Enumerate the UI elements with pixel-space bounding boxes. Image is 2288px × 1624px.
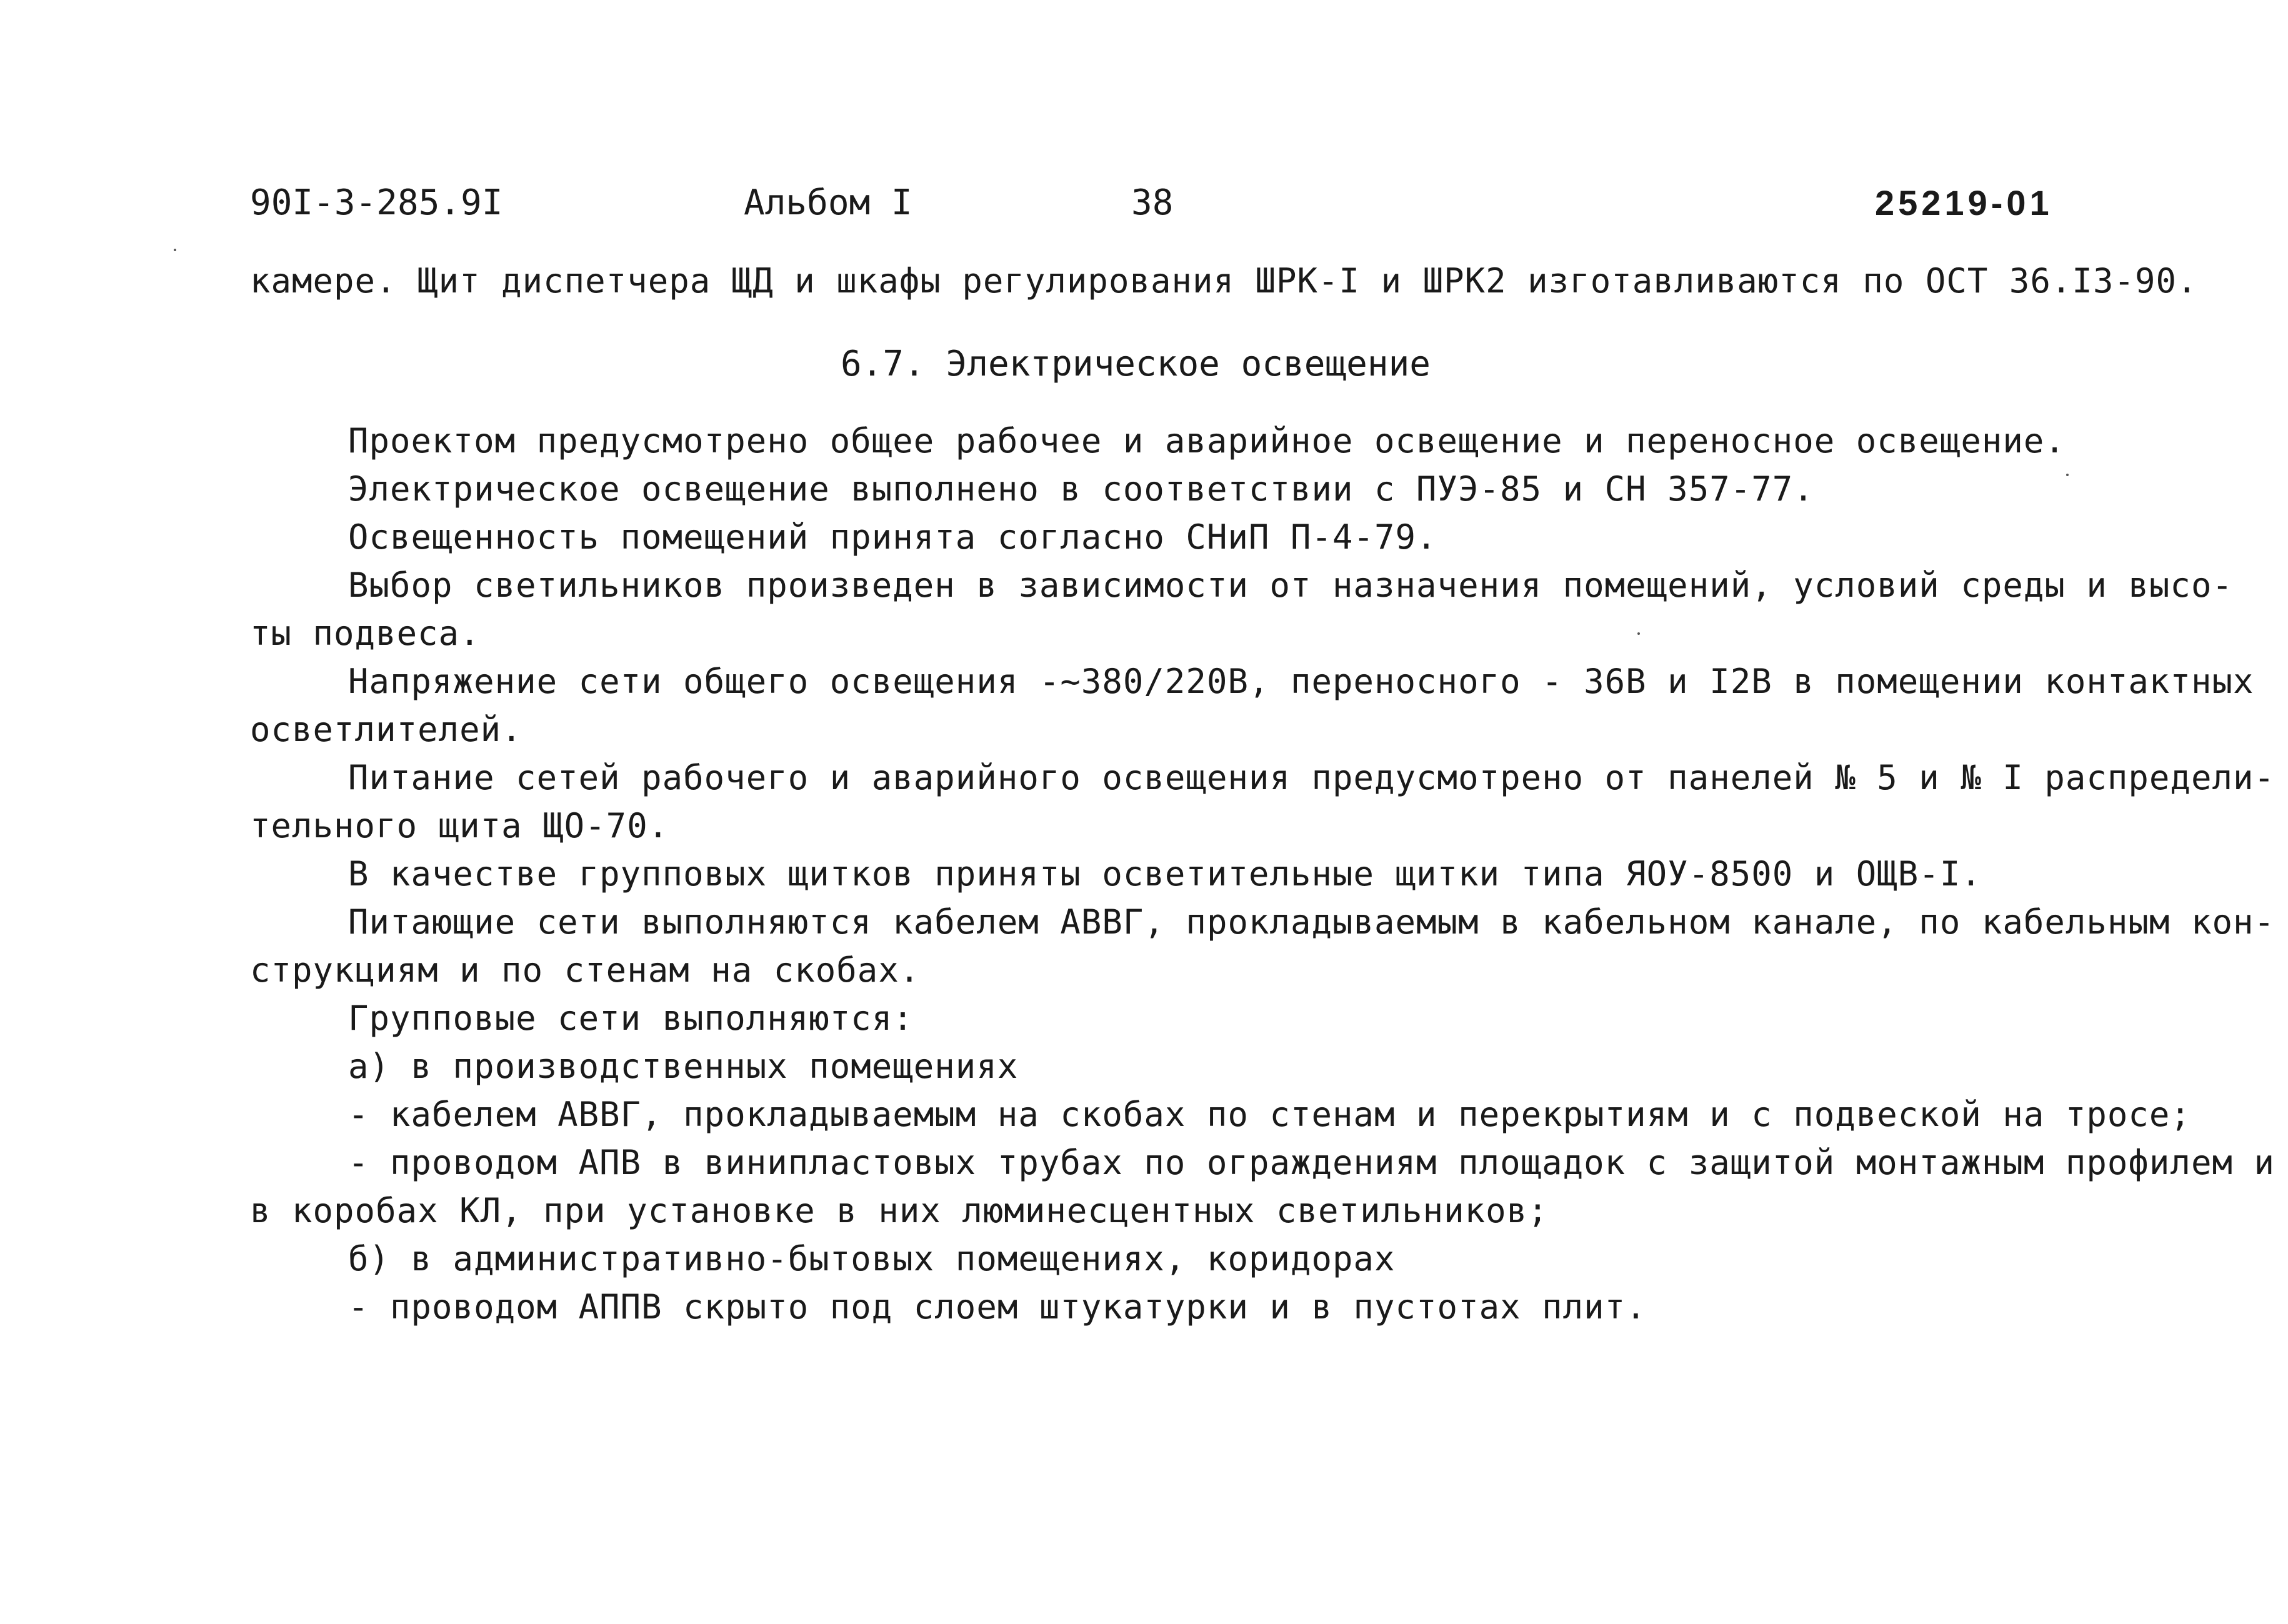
page-number: 38 xyxy=(1131,182,1174,223)
body-line-5: ты подвеса. xyxy=(250,614,481,653)
scan-speck xyxy=(2066,474,2069,476)
body-line-4: Выбор светильников произведен в зависимости от назначения помещений, условий среды и высо- xyxy=(348,565,2233,605)
body-line-2: Электрическое освещение выполнено в соответствии с ПУЭ-85 и СН 357-77. xyxy=(348,469,1814,509)
body-line-15: - кабелем АВВГ, прокладываемым на скобах по стенам и перекрытиям и с подвеской на тросе; xyxy=(348,1095,2191,1134)
scan-speck xyxy=(1637,632,1640,635)
scan-speck xyxy=(174,249,176,251)
document-number: 25219-01 xyxy=(1875,183,2053,222)
body-line-9: тельного щита ЩО-70. xyxy=(250,806,669,845)
body-line-1: Проектом предусмотрено общее рабочее и аварийное освещение и переносное освещение. xyxy=(348,421,2066,461)
body-line-10: В качестве групповых щитков приняты осветительные щитки типа ЯОУ-8500 и ОЩВ-I. xyxy=(348,854,1982,894)
body-line-16: - проводом АПВ в винипластовых трубах по ограждениям площадок с защитой монтажным профилем и xyxy=(348,1143,2275,1182)
intro-line: камере. Щит диспетчера ЩД и шкафы регулирования ШРК-I и ШРК2 изготавливаются по ОСТ 36.I3-90. xyxy=(250,261,2198,301)
body-line-14: а) в производственных помещениях xyxy=(348,1047,1019,1086)
body-line-7: осветлителей. xyxy=(250,710,522,749)
body-line-17: в коробах КЛ, при установке в них люминесцентных светильников; xyxy=(250,1191,1549,1230)
body-line-3: Освещенность помещений принята согласно СНиП П-4-79. xyxy=(348,517,1437,557)
body-line-6: Напряжение сети общего освещения -~380/220В, переносного - 36В и I2В в помещении контактных xyxy=(348,662,2254,701)
body-line-18: б) в административно-бытовых помещениях, коридорах xyxy=(348,1239,1396,1278)
document-code: 90I-3-285.9I xyxy=(250,182,503,223)
body-line-11: Питающие сети выполняются кабелем АВВГ, прокладываемым в кабельном канале, по кабельным кон- xyxy=(348,902,2275,942)
body-line-13: Групповые сети выполняются: xyxy=(348,999,914,1038)
body-line-19: - проводом АППВ скрыто под слоем штукатурки и в пустотах плит. xyxy=(348,1287,1647,1327)
album-label: Альбом I xyxy=(744,182,912,223)
body-line-12: струкциям и по стенам на скобах. xyxy=(250,950,921,990)
section-title: 6.7. Электрическое освещение xyxy=(841,344,1431,384)
body-line-8: Питание сетей рабочего и аварийного освещения предусмотрено от панелей № 5 и № I распредели- xyxy=(348,758,2275,797)
